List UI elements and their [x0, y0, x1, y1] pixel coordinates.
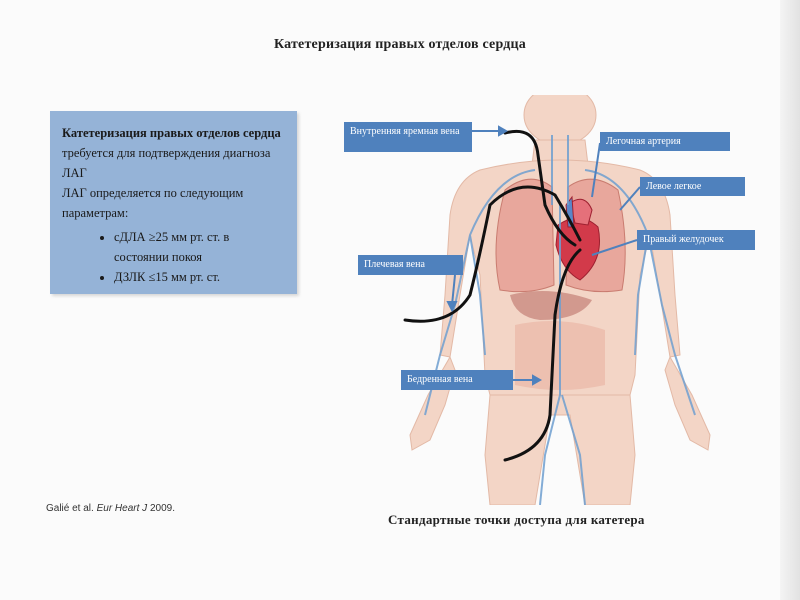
citation-journal: Eur Heart J [96, 503, 148, 514]
slide-title: Катетеризация правых отделов сердца [273, 37, 527, 52]
citation-author: Galié et al. [46, 503, 97, 514]
label-brachial-vein: Плечевая вена [358, 255, 463, 275]
slide-edge-shadow [780, 0, 800, 600]
info-paragraph-1 [62, 123, 287, 183]
figure-caption: Стандартные точки доступа для катетера [388, 512, 645, 527]
label-right-ventricle: Правый желудочек [637, 230, 755, 250]
citation-year: 2009. [147, 503, 175, 514]
info-intro-rest: требуется для подтверждения диагноза ЛАГ [62, 146, 271, 180]
info-paragraph-2: ЛАГ определяется по следующим параметрам: [62, 186, 244, 220]
label-left-lung: Левое легкое [640, 177, 745, 196]
info-bold-intro: Катетеризация правых отделов сердца [62, 126, 281, 140]
citation [46, 503, 175, 514]
criteria-item: • ДЗЛК ≤15 мм рт. ст. [114, 267, 287, 287]
criteria-item: • сДЛА ≥25 мм рт. ст. в состоянии покоя [114, 227, 287, 267]
anatomy-figure [330, 95, 760, 505]
label-arrows [330, 95, 760, 505]
label-pulmonary-artery: Легочная артерия [600, 132, 730, 151]
info-box [50, 111, 297, 294]
label-jugular-vein: Внутренняя яремная вена [344, 122, 472, 152]
criteria-list [62, 227, 287, 287]
label-femoral-vein: Бедренная вена [401, 370, 513, 390]
